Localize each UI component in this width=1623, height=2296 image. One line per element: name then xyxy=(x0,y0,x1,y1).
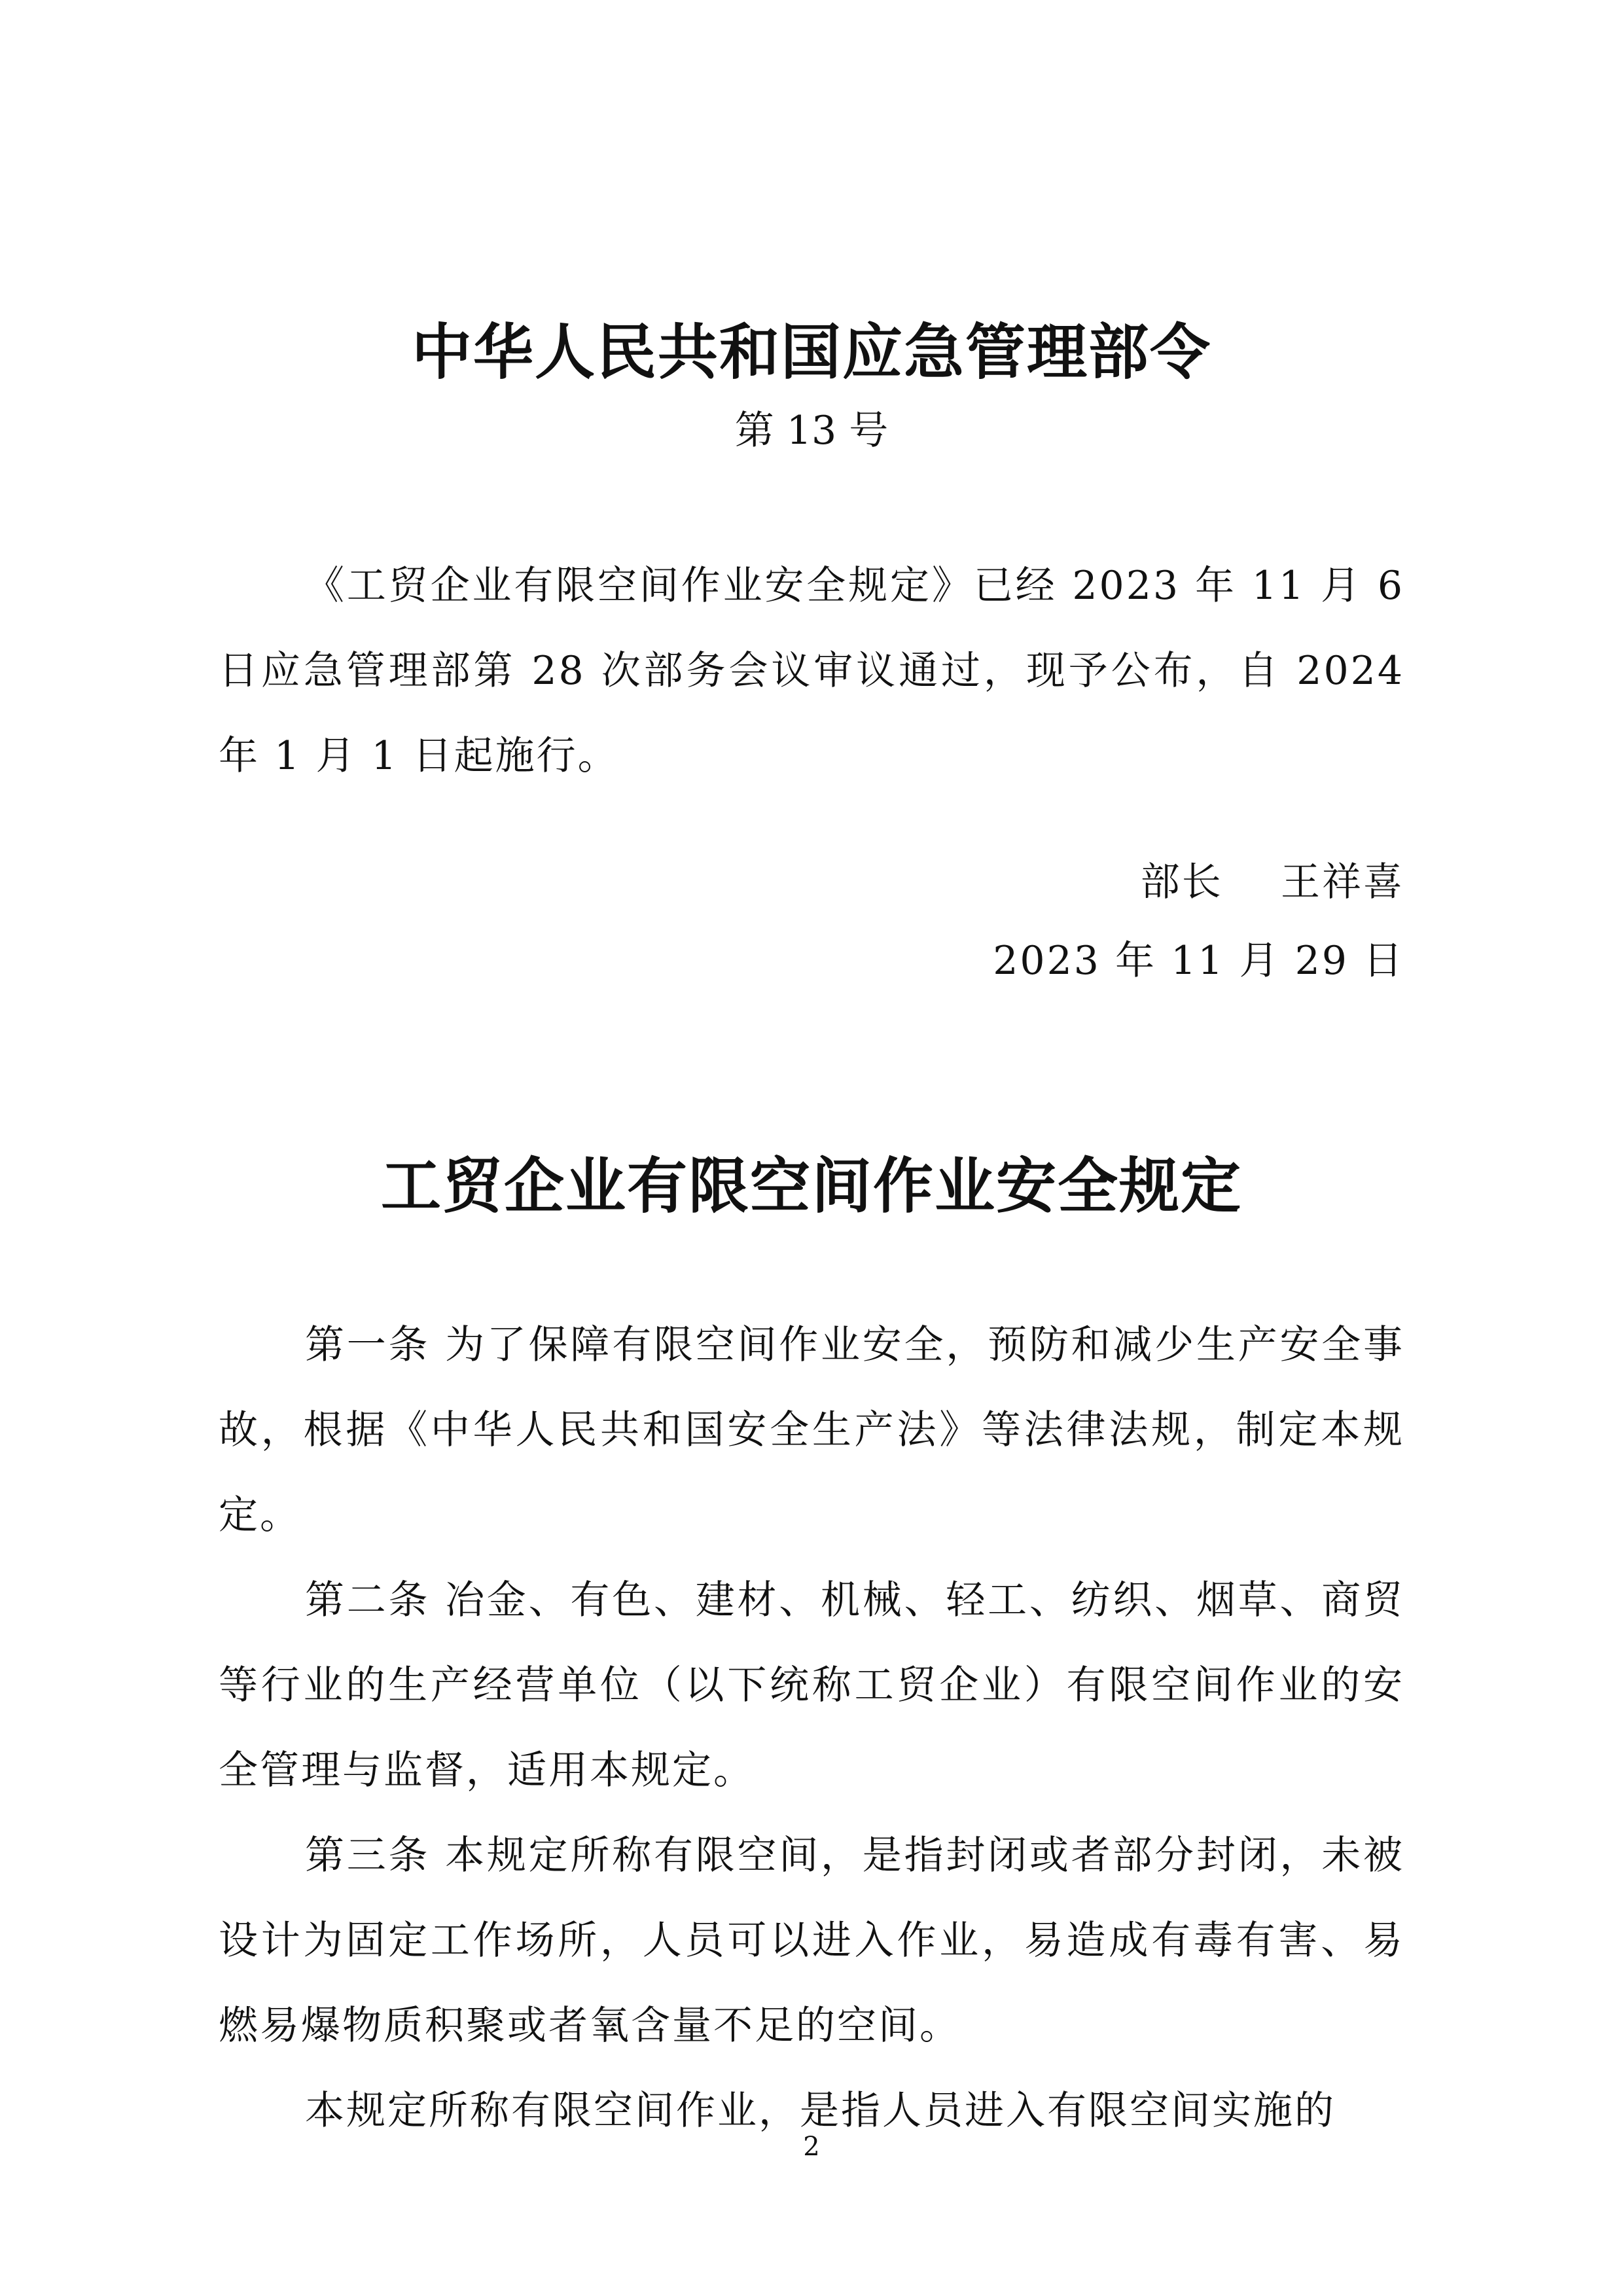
article-paragraph: 第二条 冶金、有色、建材、机械、轻工、纺织、烟草、商贸等行业的生产经营单位（以下统称工贸企业）有限空间作业的安全管理与监督，适用本规定。 xyxy=(219,1577,1404,1793)
decree-title: 中华人民共和国应急管理部令 xyxy=(411,317,1211,387)
page-number: 2 xyxy=(803,2132,820,2162)
regulation-title: 工贸企业有限空间作业安全规定 xyxy=(380,1151,1242,1221)
order-number: 第 13 号 xyxy=(734,408,889,454)
decree-body xyxy=(219,543,1404,798)
article-paragraph: 第一条 为了保障有限空间作业安全，预防和减少生产安全事故，根据《中华人民共和国安全生产法》等法律法规，制定本规定。 xyxy=(219,1322,1404,1538)
decree-paragraph: 《工贸企业有限空间作业安全规定》已经 2023 年 11 月 6 日应急管理部第 28 次部务会议审议通过，现予公布，自 2024 年 1 月 1 日起施行。 xyxy=(219,563,1404,779)
signature-date: 2023 年 11 月 29 日 xyxy=(993,938,1404,984)
regulation-body xyxy=(219,1302,1404,2153)
article-paragraph: 第三条 本规定所称有限空间，是指封闭或者部分封闭，未被设计为固定工作场所，人员可以进入作业，易造成有毒有害、易燃易爆物质积聚或者氧含量不足的空间。 xyxy=(219,1833,1404,2049)
signature-name: 部长 王祥喜 xyxy=(1140,859,1404,905)
article-paragraph: 本规定所称有限空间作业，是指人员进入有限空间实施的 xyxy=(305,2088,1336,2134)
